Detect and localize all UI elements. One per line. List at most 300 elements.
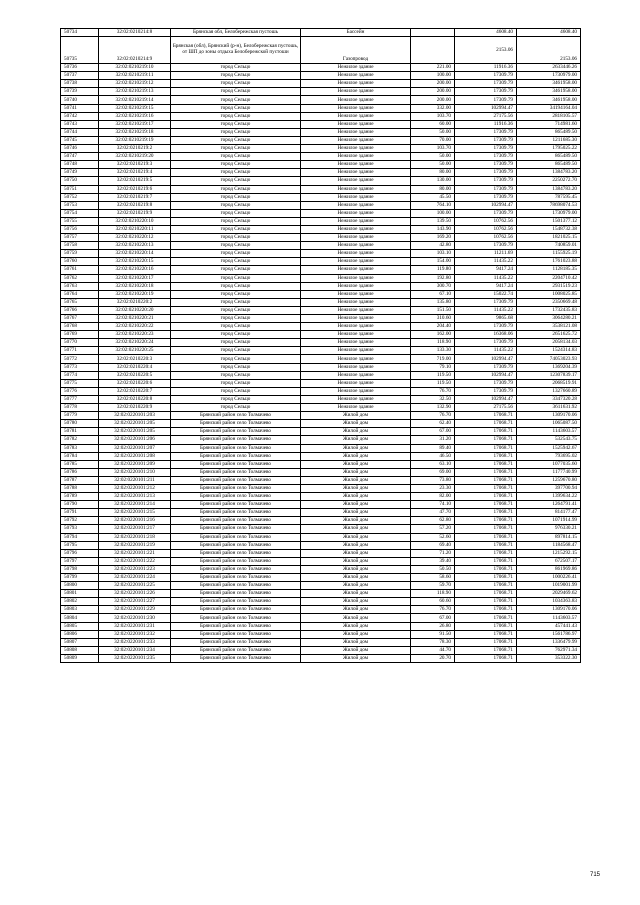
unit-value-cell: 17068.71 (455, 517, 517, 525)
table-row (61, 104, 581, 112)
address-cell: город Сельцо (171, 153, 301, 161)
row-number-cell: 50778 (61, 404, 99, 412)
address-cell: город Сельцо (171, 274, 301, 282)
cadastral-number-cell: 32:02:0210219:3 (99, 161, 171, 169)
area-cell: 76.70 (411, 606, 455, 614)
cadastral-number-cell: 32:02:0210220:23 (99, 331, 171, 339)
cadastral-number-cell: 32:02:0220101:230 (99, 614, 171, 622)
row-number-cell: 50744 (61, 128, 99, 136)
object-type-cell: Нежилое здание (301, 404, 411, 412)
address-cell: город Сельцо (171, 323, 301, 331)
cadastral-value-cell: 897814.15 (517, 533, 581, 541)
unit-value-cell: 17068.71 (455, 582, 517, 590)
row-number-cell: 50740 (61, 96, 99, 104)
row-number-cell: 50777 (61, 395, 99, 403)
table-row (61, 112, 581, 120)
object-type-cell: Нежилое здание (301, 161, 411, 169)
table-row (61, 355, 581, 363)
area-cell: 47.70 (411, 509, 455, 517)
table-row (61, 654, 581, 662)
cadastral-number-cell: 32:02:0220101:218 (99, 533, 171, 541)
table-row (61, 363, 581, 371)
cadastral-number-cell: 32:02:0220101:212 (99, 484, 171, 492)
page-number: 715 (590, 872, 601, 878)
table-row (61, 80, 581, 88)
unit-value-cell: 15022.74 (455, 290, 517, 298)
area-cell: 103.70 (411, 112, 455, 120)
area-cell: 100.00 (411, 72, 455, 80)
table-row (61, 72, 581, 80)
address-cell: Брянский район село Толмачево (171, 484, 301, 492)
unit-value-cell: 17068.71 (455, 476, 517, 484)
unit-value-cell: 11211.69 (455, 250, 517, 258)
area-cell: 221.00 (411, 64, 455, 72)
unit-value-cell: 17068.71 (455, 606, 517, 614)
row-number-cell: 50742 (61, 112, 99, 120)
cadastral-number-cell: 32:02:0210219:20 (99, 153, 171, 161)
unit-value-cell: 17309.79 (455, 153, 517, 161)
address-cell: город Сельцо (171, 177, 301, 185)
cadastral-value-cell: 1399634.22 (517, 493, 581, 501)
area-cell: 151.50 (411, 306, 455, 314)
area-cell: 79.10 (411, 363, 455, 371)
unit-value-cell: 102994.47 (455, 104, 517, 112)
table-row (61, 598, 581, 606)
cadastral-number-cell: 32:02:0220101:234 (99, 646, 171, 654)
address-cell: Брянский район село Толмачево (171, 412, 301, 420)
table-row (61, 153, 581, 161)
object-type-cell: Нежилое здание (301, 363, 411, 371)
table-row (61, 590, 581, 598)
cadastral-value-cell: 740859.01 (517, 242, 581, 250)
object-type-cell: Нежилое здание (301, 120, 411, 128)
table-row (61, 242, 581, 250)
row-number-cell: 50767 (61, 315, 99, 323)
cadastral-number-cell: 32:02:0210220:5 (99, 371, 171, 379)
cadastral-number-cell: 32:02:0210220:21 (99, 315, 171, 323)
cadastral-value-cell: 1215292.15 (517, 549, 581, 557)
table-row (61, 484, 581, 492)
table-row (61, 436, 581, 444)
table-row (61, 274, 581, 282)
cadastral-value-cell: 672507.17 (517, 557, 581, 565)
address-cell: Брянский район село Толмачево (171, 517, 301, 525)
unit-value-cell: 17068.71 (455, 468, 517, 476)
row-number-cell: 50752 (61, 193, 99, 201)
row-number-cell: 50797 (61, 557, 99, 565)
row-number-cell: 50734 (61, 29, 99, 37)
area-cell: 119.50 (411, 371, 455, 379)
cadastral-value-cell: 2931519.23 (517, 282, 581, 290)
object-type-cell: Жилой дом (301, 533, 411, 541)
address-cell: город Сельцо (171, 201, 301, 209)
area-cell: 162.00 (411, 331, 455, 339)
unit-value-cell: 17309.79 (455, 161, 517, 169)
unit-value-cell: 17068.71 (455, 460, 517, 468)
cadastral-number-cell: 32:02:0220101:231 (99, 622, 171, 630)
object-type-cell: Нежилое здание (301, 217, 411, 225)
row-number-cell: 50770 (61, 339, 99, 347)
table-row (61, 290, 581, 298)
cadastral-value-cell: 3461958.00 (517, 96, 581, 104)
unit-value-cell: 17068.71 (455, 646, 517, 654)
unit-value-cell: 10762.56 (455, 217, 517, 225)
cadastral-value-cell: 1177740.99 (517, 468, 581, 476)
cadastral-number-cell: 32:02:0210220:24 (99, 339, 171, 347)
cadastral-number-cell: 32:02:0210220:6 (99, 379, 171, 387)
unit-value-cell: 11435.22 (455, 306, 517, 314)
address-cell: город Сельцо (171, 96, 301, 104)
cadastral-value-cell: 3611631.92 (517, 404, 581, 412)
unit-value-cell: 17068.71 (455, 574, 517, 582)
area-cell: 80.00 (411, 185, 455, 193)
address-cell: город Сельцо (171, 298, 301, 306)
cadastral-value-cell: 353322.30 (517, 654, 581, 662)
row-number-cell: 50802 (61, 598, 99, 606)
cadastral-value-cell: 1524314.83 (517, 347, 581, 355)
cadastral-value-cell: 2651625.72 (517, 331, 581, 339)
area-cell: 44.70 (411, 646, 455, 654)
address-cell: город Сельцо (171, 387, 301, 395)
cadastral-number-cell: 32:02:0210219:7 (99, 193, 171, 201)
address-cell: город Сельцо (171, 161, 301, 169)
table-row (61, 614, 581, 622)
table-row (61, 217, 581, 225)
row-number-cell: 50769 (61, 331, 99, 339)
object-type-cell: Нежилое здание (301, 347, 411, 355)
row-number-cell: 50773 (61, 363, 99, 371)
address-cell: город Сельцо (171, 250, 301, 258)
row-number-cell: 50763 (61, 282, 99, 290)
cadastral-number-cell: 32:02:0220101:227 (99, 598, 171, 606)
address-cell: Брянский район село Толмачево (171, 565, 301, 573)
cadastral-number-cell: 32:02:0220101:211 (99, 476, 171, 484)
address-cell: Брянский район село Толмачево (171, 533, 301, 541)
cadastral-number-cell: 32:02:0210219:11 (99, 72, 171, 80)
cadastral-value-cell: 814177.47 (517, 509, 581, 517)
unit-value-cell: 17068.71 (455, 533, 517, 541)
object-type-cell: Нежилое здание (301, 298, 411, 306)
table-row (61, 306, 581, 314)
area-cell: 52.60 (411, 533, 455, 541)
table-row (61, 209, 581, 217)
cadastral-value-cell: 1143603.57 (517, 614, 581, 622)
table-row (61, 379, 581, 387)
unit-value-cell: 17309.79 (455, 387, 517, 395)
area-cell: 62.80 (411, 517, 455, 525)
cadastral-value-cell: 787595.45 (517, 193, 581, 201)
unit-value-cell: 11435.22 (455, 274, 517, 282)
address-cell: город Сельцо (171, 242, 301, 250)
cadastral-number-cell: 32:02:0210220:2 (99, 298, 171, 306)
object-type-cell: Жилой дом (301, 428, 411, 436)
unit-value-cell: 17068.71 (455, 557, 517, 565)
table-row (61, 315, 581, 323)
cadastral-value-cell: 1384783.20 (517, 185, 581, 193)
cadastral-number-cell: 32:02:0210219:12 (99, 80, 171, 88)
object-type-cell: Нежилое здание (301, 274, 411, 282)
area-cell: 59.70 (411, 582, 455, 590)
unit-value-cell: 17309.79 (455, 379, 517, 387)
table-row (61, 323, 581, 331)
table-row (61, 582, 581, 590)
address-cell: город Сельцо (171, 217, 301, 225)
address-cell: город Сельцо (171, 64, 301, 72)
row-number-cell: 50791 (61, 509, 99, 517)
unit-value-cell: 17068.71 (455, 525, 517, 533)
object-type-cell: Жилой дом (301, 412, 411, 420)
cadastral-value-cell: 976330.21 (517, 525, 581, 533)
unit-value-cell: 17309.79 (455, 145, 517, 153)
area-cell: 76.70 (411, 387, 455, 395)
object-type-cell: Нежилое здание (301, 395, 411, 403)
cadastral-number-cell: 32:02:0210219:17 (99, 120, 171, 128)
cadastral-number-cell: 32:02:0210220:18 (99, 282, 171, 290)
unit-value-cell: 16368.06 (455, 331, 517, 339)
cadastral-value-cell: 3461958.00 (517, 88, 581, 96)
row-number-cell: 50776 (61, 387, 99, 395)
cadastral-number-cell: 32:02:0210219:8 (99, 201, 171, 209)
cadastral-number-cell: 32:02:0210214:9 (99, 37, 171, 64)
cadastral-number-cell: 32:02:0220101:203 (99, 412, 171, 420)
area-cell: 42.80 (411, 242, 455, 250)
cadastral-value-cell: 1795025.22 (517, 145, 581, 153)
cadastral-number-cell: 32:02:0220101:226 (99, 590, 171, 598)
area-cell: 20.70 (411, 654, 455, 662)
object-type-cell: Нежилое здание (301, 104, 411, 112)
row-number-cell: 50789 (61, 493, 99, 501)
table-row (61, 412, 581, 420)
row-number-cell: 50808 (61, 646, 99, 654)
object-type-cell: Жилой дом (301, 460, 411, 468)
table-row (61, 460, 581, 468)
table-row (61, 136, 581, 144)
address-cell: Брянский район село Толмачево (171, 606, 301, 614)
unit-value-cell: 17068.71 (455, 501, 517, 509)
object-type-cell: Нежилое здание (301, 266, 411, 274)
address-cell: Брянский район село Толмачево (171, 476, 301, 484)
row-number-cell: 50753 (61, 201, 99, 209)
cadastral-number-cell: 32:02:0210220:11 (99, 225, 171, 233)
cadastral-value-cell: 1732435.83 (517, 306, 581, 314)
cadastral-number-cell: 32:02:0210220:7 (99, 387, 171, 395)
object-type-cell: Нежилое здание (301, 80, 411, 88)
object-type-cell: Жилой дом (301, 509, 411, 517)
object-type-cell: Нежилое здание (301, 72, 411, 80)
address-cell: Брянская (обл), Брянский (р-н), Белобережская пустошь, от ШП до зоны отдыха Белобережской пустоши (171, 37, 301, 64)
table-row (61, 533, 581, 541)
area-cell (411, 29, 455, 37)
table-row (61, 347, 581, 355)
area-cell: 332.00 (411, 104, 455, 112)
area-cell: 57.20 (411, 525, 455, 533)
row-number-cell: 50765 (61, 298, 99, 306)
unit-value-cell: 17309.79 (455, 128, 517, 136)
cadastral-value-cell: 1327660.89 (517, 387, 581, 395)
unit-value-cell: 9865.68 (455, 315, 517, 323)
unit-value-cell: 17309.79 (455, 242, 517, 250)
unit-value-cell: 17309.79 (455, 185, 517, 193)
table-row (61, 96, 581, 104)
cadastral-number-cell: 32:02:0210219:15 (99, 104, 171, 112)
object-type-cell: Нежилое здание (301, 185, 411, 193)
unit-value-cell: 27175.56 (455, 404, 517, 412)
object-type-cell: Жилой дом (301, 630, 411, 638)
cadastral-number-cell: 32:02:0210219:9 (99, 209, 171, 217)
cadastral-value-cell: 865489.50 (517, 153, 581, 161)
area-cell: 130.00 (411, 177, 455, 185)
cadastral-number-cell: 32:02:0220101:205 (99, 428, 171, 436)
table-row (61, 234, 581, 242)
object-type-cell: Жилой дом (301, 582, 411, 590)
area-cell: 139.50 (411, 217, 455, 225)
table-row (61, 630, 581, 638)
unit-value-cell: 17309.79 (455, 96, 517, 104)
area-cell: 76.70 (411, 412, 455, 420)
area-cell: 62.40 (411, 420, 455, 428)
object-type-cell: Жилой дом (301, 590, 411, 598)
cadastral-number-cell: 32:02:0210220:19 (99, 290, 171, 298)
address-cell: город Сельцо (171, 404, 301, 412)
area-cell: 67.00 (411, 428, 455, 436)
cadastral-number-cell: 32:02:0210220:12 (99, 234, 171, 242)
unit-value-cell: 9417.24 (455, 282, 517, 290)
unit-value-cell: 17068.71 (455, 509, 517, 517)
table-row (61, 120, 581, 128)
object-type-cell: Нежилое здание (301, 371, 411, 379)
address-cell: город Сельцо (171, 112, 301, 120)
row-number-cell: 50805 (61, 622, 99, 630)
cadastral-number-cell: 32:02:0210220:3 (99, 355, 171, 363)
row-number-cell: 50749 (61, 169, 99, 177)
cadastral-value-cell: 3064280.21 (517, 315, 581, 323)
row-number-cell: 50747 (61, 153, 99, 161)
table-row (61, 517, 581, 525)
row-number-cell: 50786 (61, 468, 99, 476)
address-cell: Брянский район село Толмачево (171, 509, 301, 517)
address-cell: Брянский район село Толмачево (171, 598, 301, 606)
area-cell: 118.90 (411, 339, 455, 347)
table-row (61, 201, 581, 209)
object-type-cell: Жилой дом (301, 476, 411, 484)
cadastral-number-cell: 32:02:0210220:16 (99, 266, 171, 274)
row-number-cell: 50735 (61, 37, 99, 64)
table-row (61, 266, 581, 274)
row-number-cell: 50746 (61, 145, 99, 153)
row-number-cell: 50792 (61, 517, 99, 525)
address-cell: Брянский район село Толмачево (171, 654, 301, 662)
area-cell: 169.20 (411, 234, 455, 242)
address-cell: город Сельцо (171, 282, 301, 290)
cadastral-value-cell: 2818105.57 (517, 112, 581, 120)
cadastral-value-cell: 12307839.17 (517, 371, 581, 379)
cadastral-number-cell: 32:02:0210219:13 (99, 88, 171, 96)
row-number-cell: 50758 (61, 242, 99, 250)
address-cell: город Сельцо (171, 225, 301, 233)
row-number-cell: 50796 (61, 549, 99, 557)
object-type-cell: Нежилое здание (301, 177, 411, 185)
object-type-cell: Жилой дом (301, 493, 411, 501)
cadastral-number-cell: 32:02:0220101:219 (99, 541, 171, 549)
area-cell: 80.00 (411, 169, 455, 177)
cadastral-number-cell: 32:02:0210220:17 (99, 274, 171, 282)
area-cell: 103.70 (411, 145, 455, 153)
unit-value-cell: 17309.79 (455, 323, 517, 331)
unit-value-cell: 102994.47 (455, 355, 517, 363)
object-type-cell: Жилой дом (301, 517, 411, 525)
unit-value-cell: 17309.79 (455, 136, 517, 144)
row-number-cell: 50782 (61, 436, 99, 444)
cadastral-value-cell: 1336479.99 (517, 638, 581, 646)
table-row (61, 29, 581, 37)
table-row (61, 193, 581, 201)
table-row (61, 428, 581, 436)
row-number-cell: 50766 (61, 306, 99, 314)
row-number-cell: 50757 (61, 234, 99, 242)
address-cell: Брянский район село Толмачево (171, 501, 301, 509)
object-type-cell: Нежилое здание (301, 145, 411, 153)
cadastral-number-cell: 32:02:0210220:22 (99, 323, 171, 331)
address-cell: город Сельцо (171, 306, 301, 314)
table-row (61, 225, 581, 233)
table-row (61, 37, 581, 64)
area-cell: 60.60 (411, 598, 455, 606)
table-body (61, 29, 581, 663)
unit-value-cell: 17068.71 (455, 452, 517, 460)
unit-value-cell: 17068.71 (455, 565, 517, 573)
cadastral-value-cell: 74053023.93 (517, 355, 581, 363)
table-row (61, 525, 581, 533)
object-type-cell: Газопровод (301, 37, 411, 64)
cadastral-number-cell: 32:02:0220101:217 (99, 525, 171, 533)
object-type-cell: Нежилое здание (301, 169, 411, 177)
cadastral-value-cell: 2068519.91 (517, 379, 581, 387)
cadastral-number-cell: 32:02:0220101:233 (99, 638, 171, 646)
cadastral-value-cell: 2153.06 (517, 37, 581, 64)
address-cell: город Сельцо (171, 266, 301, 274)
row-number-cell: 50759 (61, 250, 99, 258)
cadastral-number-cell: 32:02:0220101:222 (99, 557, 171, 565)
table-row (61, 468, 581, 476)
area-cell: 67.10 (411, 290, 455, 298)
cadastral-number-cell: 32:02:0220101:224 (99, 574, 171, 582)
cadastral-value-cell: 2633446.26 (517, 64, 581, 72)
row-number-cell: 50771 (61, 347, 99, 355)
area-cell: 23.30 (411, 484, 455, 492)
area-cell: 132.90 (411, 404, 455, 412)
object-type-cell: Нежилое здание (301, 315, 411, 323)
object-type-cell: Бассейн (301, 29, 411, 37)
table-row (61, 444, 581, 452)
unit-value-cell: 17309.79 (455, 177, 517, 185)
cadastral-value-cell: 1501377.12 (517, 217, 581, 225)
row-number-cell: 50781 (61, 428, 99, 436)
row-number-cell: 50800 (61, 582, 99, 590)
cadastral-value-cell: 1008025.85 (517, 290, 581, 298)
unit-value-cell: 102994.47 (455, 371, 517, 379)
area-cell: 103.10 (411, 250, 455, 258)
area-cell: 764.10 (411, 201, 455, 209)
object-type-cell: Жилой дом (301, 484, 411, 492)
object-type-cell: Жилой дом (301, 452, 411, 460)
row-number-cell: 50807 (61, 638, 99, 646)
address-cell: Брянский район село Толмачево (171, 574, 301, 582)
area-cell: 119.80 (411, 266, 455, 274)
object-type-cell: Жилой дом (301, 574, 411, 582)
cadastral-number-cell: 32:02:0220101:207 (99, 444, 171, 452)
row-number-cell: 50745 (61, 136, 99, 144)
table-row (61, 371, 581, 379)
